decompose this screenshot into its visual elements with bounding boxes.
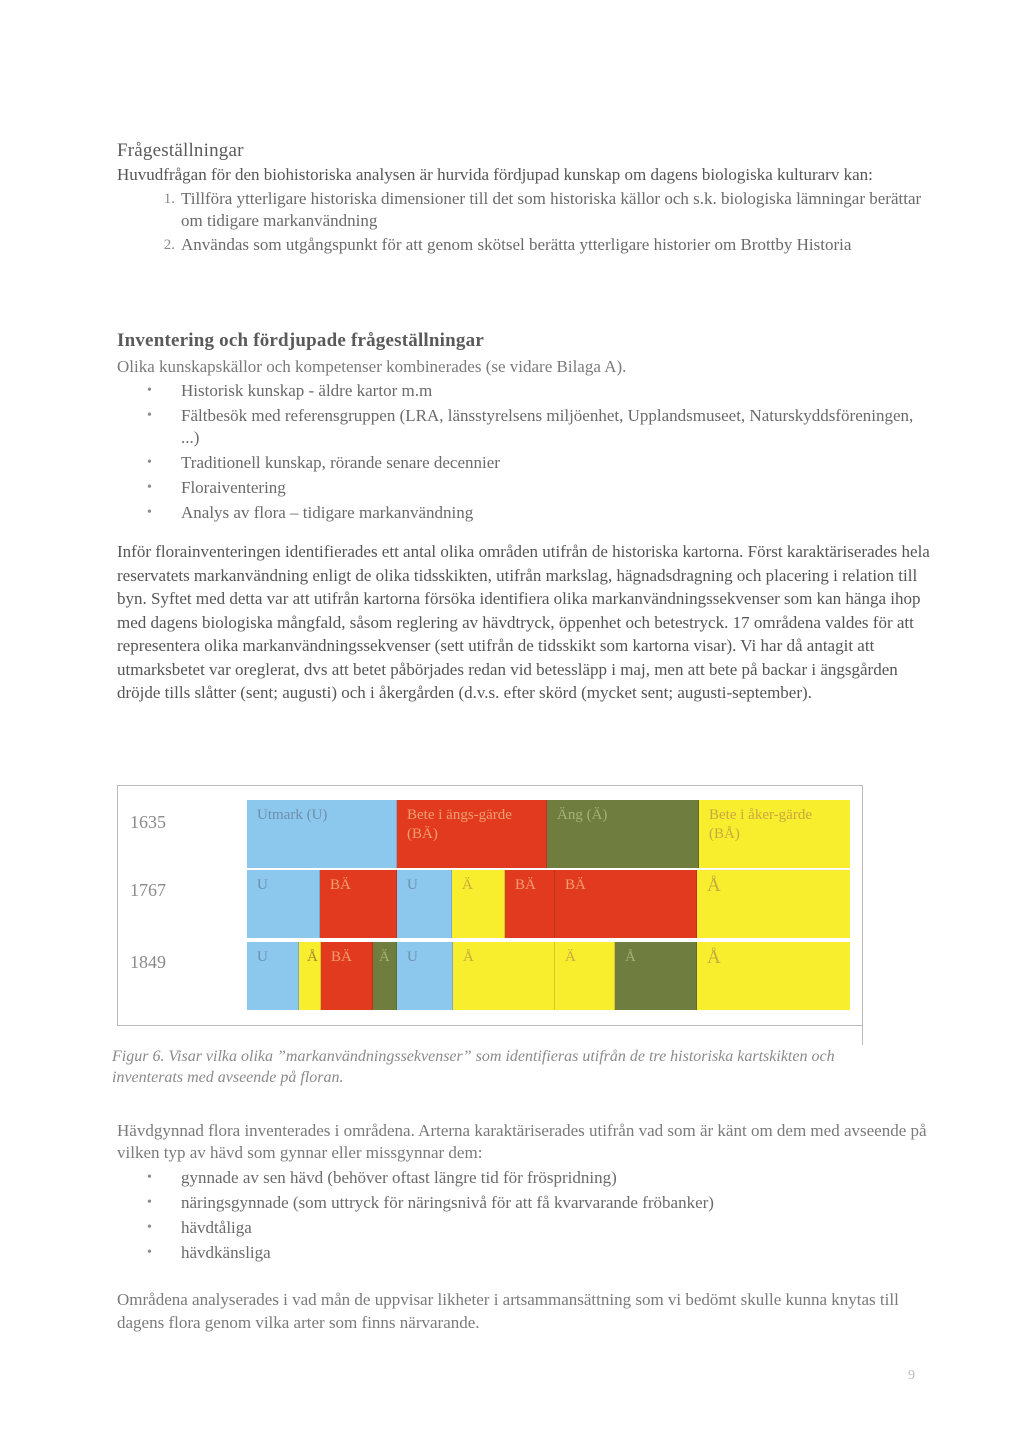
year-label: 1767 <box>130 880 166 900</box>
list-text: Floraiventering <box>181 478 286 497</box>
segment-meadow <box>373 942 397 1010</box>
segment-label: BÄ <box>330 877 351 893</box>
bullet-list <box>147 380 931 524</box>
list-marker: 1. <box>163 191 175 207</box>
section-heading: Frågeställningar <box>117 140 244 161</box>
segment-field <box>697 870 850 938</box>
segment-outfield <box>247 800 397 868</box>
bullet-icon: • <box>147 1245 152 1260</box>
list-text: näringsgynnade (som uttryck för näringsnivå för att få kvarvarande fröbanker) <box>181 1193 714 1212</box>
segment-label: Utmark (U) <box>257 807 328 823</box>
segment-field <box>697 942 850 1010</box>
section-questions <box>117 140 932 256</box>
segment-label: Ä <box>462 877 473 893</box>
list-item <box>147 502 931 524</box>
list-item <box>147 452 931 474</box>
list-item <box>147 405 931 449</box>
bullet-icon: • <box>147 408 152 423</box>
year-label: 1849 <box>130 952 166 972</box>
segment-label: Å <box>463 949 474 965</box>
section-intro: Hävdgynnad flora inventerades i områdena. Arterna karaktäriserades utifrån vad som är känt om dem med avseende på vilken typ av hävd som gynnar eller missgynnar dem: <box>117 1121 927 1162</box>
section-intro: Olika kunskapskällor och kompetenser kombinerades (se vidare Bilaga A). <box>117 357 627 376</box>
segment-label: Ä <box>565 949 576 965</box>
segment-label: Å <box>307 949 318 965</box>
segment-label: Å <box>625 949 636 965</box>
segment-outfield <box>397 942 453 1010</box>
section-flora <box>117 1120 932 1264</box>
section-heading: Inventering och fördjupade frågeställningar <box>117 330 484 351</box>
segment-meadow <box>615 942 697 1010</box>
year-label: 1635 <box>130 812 166 832</box>
segment-label: Bete i åker-gärde (BÅ) <box>709 807 812 842</box>
bullet-icon: • <box>147 505 152 520</box>
list-item <box>147 1192 931 1214</box>
list-item <box>163 234 941 256</box>
segment-meadow-grazing <box>321 942 373 1010</box>
section-inventory <box>117 330 932 524</box>
segment-field <box>555 942 615 1010</box>
paragraph-text: Inför florainventeringen identifierades ett antal olika områden utifrån de historiska kartorna. Först karaktäriserades hela reservatets markanvändning enligt de olika tidsskikten, utifrån markslag, hägnadsdragning och placering i relation till byn. Syftet med detta var att utifrån kartorna försöka identifiera olika markanvändningssekvenser som kan hänga ihop med dagens biologiska mångfald, såsom reglering av hävdtryck, öppenhet och betestryck. 17 områdena valdes för att representera olika markanvändningssekvenser (sett utifrån de tidsskikt som kartorna visar). Vi har då antagit att utmarksbetet var oreglerat, dvs att betet påbörjades redan vid betessläpp i maj, men att bete på backar i ängsgården dröjde tills slåtter (sent; augusti) och i åkergården (d.v.s. efter skörd (mycket sent; augusti-september). <box>117 542 930 702</box>
list-text: hävdkänsliga <box>181 1243 271 1262</box>
list-item <box>163 188 941 232</box>
bullet-icon: • <box>147 1220 152 1235</box>
figure-frame-line <box>117 785 118 1025</box>
list-text: Traditionell kunskap, rörande senare decennier <box>181 453 500 472</box>
sequence-row-1635 <box>247 800 850 868</box>
segment-label: Äng (Ä) <box>557 807 608 823</box>
sequence-row-1849 <box>247 942 850 1010</box>
segment-label: BÄ <box>565 877 586 893</box>
list-text: hävdtåliga <box>181 1218 252 1237</box>
body-paragraph <box>117 540 932 705</box>
segment-label: U <box>257 949 268 965</box>
list-text: Fältbesök med referensgruppen (LRA, länsstyrelsens miljöenhet, Upplandsmuseet, Naturskyddsföreningen, ...) <box>181 406 914 447</box>
bullet-icon: • <box>147 480 152 495</box>
list-text: Användas som utgångspunkt för att genom skötsel berätta ytterligare historier om Brottby Historia <box>181 235 852 254</box>
list-item <box>147 380 931 402</box>
segment-label: BÄ <box>331 949 352 965</box>
segment-label: U <box>407 949 418 965</box>
page-number: 9 <box>908 1368 915 1383</box>
segment-label: Å <box>707 947 721 968</box>
bullet-icon: • <box>147 1170 152 1185</box>
list-marker: 2. <box>163 237 175 253</box>
bullet-icon: • <box>147 455 152 470</box>
segment-meadow-grazing <box>505 870 555 938</box>
segment-label: Bete i ängs-gärde (BÄ) <box>407 807 512 842</box>
segment-outfield <box>247 942 299 1010</box>
paragraph-text: Områdena analyserades i vad mån de uppvisar likheter i artsammansättning som vi bedömt skulle kunna knytas till dagens flora genom vilka arter som finns närvarande. <box>117 1290 899 1332</box>
list-text: Tillföra ytterligare historiska dimensioner till det som historiska källor och s.k. biologiska lämningar berättar om tidigare markanvändning <box>181 189 922 230</box>
numbered-list <box>163 188 941 256</box>
segment-field-grazing <box>699 800 850 868</box>
segment-field <box>453 942 555 1010</box>
sequence-row-1767 <box>247 870 850 938</box>
list-text: gynnade av sen hävd (behöver oftast längre tid för fröspridning) <box>181 1168 617 1187</box>
list-item <box>147 1167 931 1189</box>
segment-label: Å <box>707 875 721 896</box>
bullet-icon: • <box>147 383 152 398</box>
list-item <box>147 1217 931 1239</box>
list-text: Historisk kunskap - äldre kartor m.m <box>181 381 433 400</box>
list-text: Analys av flora – tidigare markanvändning <box>181 503 474 522</box>
list-item <box>147 477 931 499</box>
segment-outfield <box>397 870 452 938</box>
segment-label: U <box>407 877 418 893</box>
segment-label: BÄ <box>515 877 536 893</box>
segment-meadow-grazing <box>555 870 697 938</box>
figure-frame-line <box>117 1025 862 1026</box>
segment-field <box>452 870 505 938</box>
bullet-icon: • <box>147 1195 152 1210</box>
bullet-list <box>147 1167 931 1264</box>
segment-outfield <box>247 870 320 938</box>
figure-caption: Figur 6. Visar vilka olika ”markanvändningssekvenser” som identifieras utifrån de tre historiska kartskikten och inventerats med avseende på floran. <box>112 1048 835 1086</box>
closing-paragraph <box>117 1288 932 1334</box>
figure-frame-line <box>862 785 863 1045</box>
figure-frame-line <box>117 785 862 786</box>
section-intro: Huvudfrågan för den biohistoriska analysen är hurvida fördjupad kunskap om dagens biologiska kulturarv kan: <box>117 165 873 184</box>
segment-meadow <box>547 800 699 868</box>
segment-meadow-grazing <box>320 870 397 938</box>
segment-label: U <box>257 877 268 893</box>
segment-field <box>299 942 321 1010</box>
list-item <box>147 1242 931 1264</box>
segment-meadow-grazing <box>397 800 547 868</box>
segment-label: Ä <box>379 949 390 965</box>
